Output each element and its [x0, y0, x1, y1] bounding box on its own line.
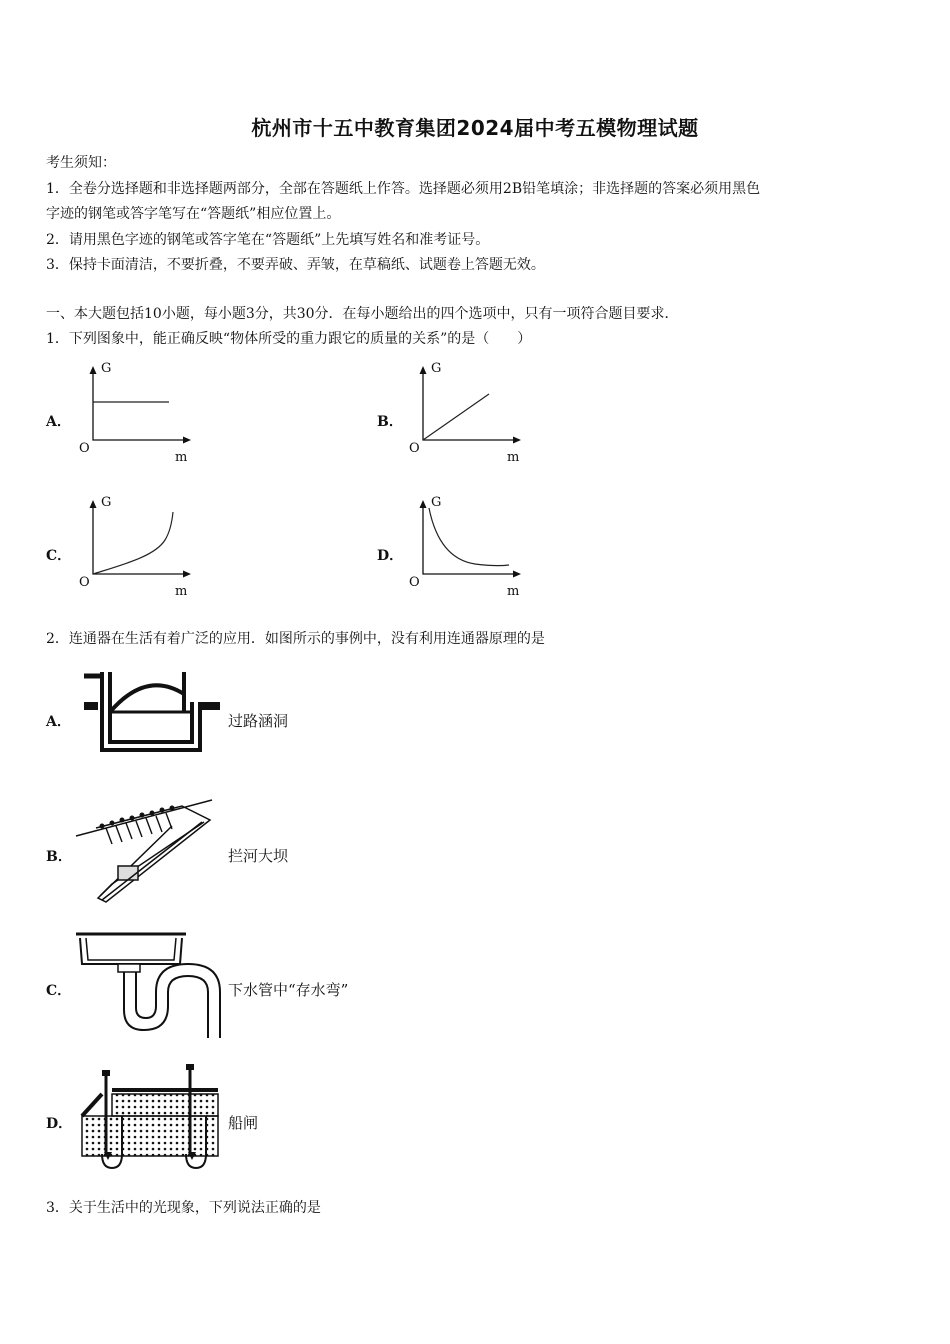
dam-icon [72, 792, 222, 912]
axis-label-m: m [175, 584, 188, 599]
q2-option-b-label[interactable]: B． [46, 849, 72, 865]
q1-graph-b [405, 360, 535, 465]
q1-option-a-label[interactable]: A． [46, 414, 71, 430]
q1-graph-d [405, 494, 535, 599]
axis-label-g: G [431, 495, 442, 510]
notice-item-1: 1．全卷分选择题和非选择题两部分，全部在答题纸上作答。选择题必须用2B铅笔填涂；非选择题的答案必须用黑色 [46, 181, 761, 197]
drain-trap-icon [72, 926, 222, 1038]
q2-option-c-label[interactable]: C． [46, 983, 72, 999]
axis-label-m: m [175, 450, 188, 465]
axis-label-m: m [507, 584, 520, 599]
q1-option-b-label[interactable]: B． [377, 414, 403, 430]
question-3-stem: 3．关于生活中的光现象，下列说法正确的是 [46, 1200, 321, 1216]
q2-caption-b: 拦河大坝 [228, 847, 289, 865]
q1-graph-a [75, 360, 205, 465]
notice-item-3: 3．保持卡面清洁，不要折叠，不要弄破、弄皱，在草稿纸、试题卷上答题无效。 [46, 257, 545, 273]
section-intro: 一、本大题包括10小题，每小题3分，共30分．在每小题给出的四个选项中，只有一项符合题目要求． [46, 306, 679, 322]
notice-item-1-cont: 字迹的钢笔或答字笔写在“答题纸”相应位置上。 [46, 206, 341, 222]
axis-label-g: G [101, 361, 112, 376]
q1-graph-c [75, 494, 205, 599]
axis-label-g: G [101, 495, 112, 510]
notice-heading: 考生须知： [46, 155, 116, 171]
axis-label-g: G [431, 361, 442, 376]
notice-item-2: 2．请用黑色字迹的钢笔或答字笔在“答题纸”上先填写姓名和准考证号。 [46, 232, 490, 248]
q2-option-a-label[interactable]: A． [46, 714, 71, 730]
question-2-stem: 2．连通器在生活有着广泛的应用．如图所示的事例中，没有利用连通器原理的是 [46, 631, 545, 647]
q2-caption-c: 下水管中“存水弯” [228, 981, 349, 999]
axis-label-m: m [507, 450, 520, 465]
q1-option-c-label[interactable]: C． [46, 548, 72, 564]
question-1-stem: 1．下列图象中，能正确反映“物体所受的重力跟它的质量的关系”的是（ ） [46, 331, 532, 347]
q2-option-d-label[interactable]: D． [46, 1116, 73, 1132]
page-title: 杭州市十五中教育集团2024届中考五模物理试题 [251, 116, 699, 140]
origin-label: O [79, 441, 90, 456]
q2-caption-a: 过路涵洞 [228, 712, 289, 730]
origin-label: O [79, 575, 90, 590]
ship-lock-icon [78, 1056, 223, 1174]
q1-option-d-label[interactable]: D． [377, 548, 404, 564]
q2-caption-d: 船闸 [228, 1114, 259, 1132]
origin-label: O [409, 441, 420, 456]
origin-label: O [409, 575, 420, 590]
culvert-icon [82, 664, 222, 760]
